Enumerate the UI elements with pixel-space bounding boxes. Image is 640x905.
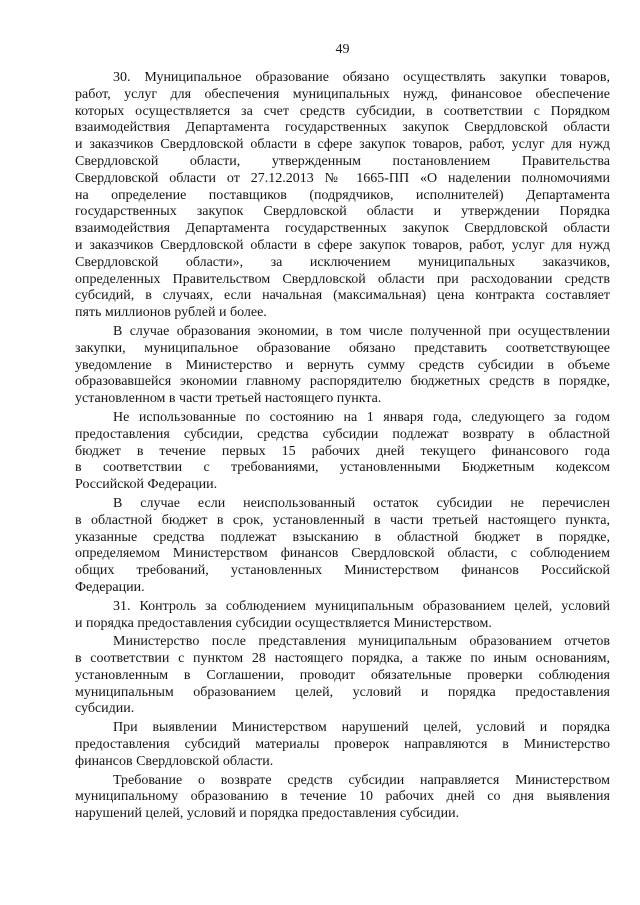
text-line: в областной бюджет в срок, установленный в части третьей настоящего пункта, <box>75 512 610 528</box>
paragraph <box>75 599 610 633</box>
text-line: Свердловской области от 27.12.2013 № 1665-ПП «О наделении полномочиями <box>75 170 610 186</box>
paragraph <box>75 496 610 597</box>
text-line: 30. Муниципальное образование обязано осуществлять закупки товаров, <box>113 70 610 85</box>
text-line: нарушений целей, условий и порядка предоставления субсидии. <box>75 806 460 822</box>
text-line: пять миллионов рублей и более. <box>75 305 267 321</box>
text-line: Не использованные по состоянию на 1 января года, следующего за годом <box>113 409 610 425</box>
text-line: Требование о возврате средств субсидии направляется Министерством <box>113 772 610 788</box>
text-line: В случае образования экономии, в том числе полученной при осуществлении <box>113 323 610 339</box>
text-line: указанные средства подлежат взысканию в областной бюджет в порядке, <box>75 529 610 545</box>
text-line: определяемом Министерством финансов Свердловской области, с соблюдением <box>75 546 610 562</box>
text-line: в соответствии с пунктом 28 настоящего порядка, а также по иным основаниям, <box>75 651 610 667</box>
paragraph <box>75 773 610 823</box>
text-line: взаимодействия Департамента государственных закупок Свердловской области <box>75 120 610 136</box>
text-line: бюджет в течение первых 15 рабочих дней текущего финансового года <box>75 443 610 459</box>
text-line: и порядка предоставления субсидии осуществляется Министерством. <box>75 615 492 631</box>
page-number: 49 <box>335 42 350 57</box>
text-line: предоставления субсидии, средства субсидии подлежат возврату в областной <box>75 426 610 442</box>
text-line: и заказчиков Свердловской области в сфере закупок товаров, работ, услуг для нужд <box>75 237 610 253</box>
text-line: муниципальному образованию в течение 10 рабочих дней со дня выявления <box>75 789 610 805</box>
text-line: закупки, муниципальное образование обязано представить соответствующее <box>75 340 610 356</box>
text-line: Министерство после представления муниципальным образованием отчетов <box>113 634 610 650</box>
text-line: В случае если неиспользованный остаток субсидии не перечислен <box>113 495 610 511</box>
text-line: на определение поставщиков (подрядчиков, исполнителей) Департамента <box>75 187 610 203</box>
paragraph <box>75 410 610 494</box>
document-body <box>75 70 610 823</box>
text-line: в соответствии с требованиями, установленными Бюджетным кодексом <box>75 460 610 476</box>
text-line: определенных Правительством Свердловской области при расходовании средств <box>75 271 610 287</box>
text-line: установленным в Соглашении, проводит обязательные проверки соблюдения <box>75 667 610 683</box>
text-line: субсидии. <box>75 701 135 717</box>
paragraph <box>75 634 610 718</box>
text-line: Российской Федерации. <box>75 477 218 493</box>
text-line: предоставления субсидий материалы проверок направляются в Министерство <box>75 737 610 753</box>
paragraph <box>75 324 610 408</box>
text-line: и заказчиков Свердловской области в сфере закупок товаров, работ, услуг для нужд <box>75 137 610 153</box>
text-line: Свердловской области», за исключением муниципальных заказчиков, <box>75 254 610 270</box>
text-line: установленном в части третьей настоящего пункта. <box>75 391 382 407</box>
text-line: образовавшейся экономии главному распорядителю бюджетных средств в порядке, <box>75 374 610 390</box>
paragraph <box>75 70 610 322</box>
text-line: Федерации. <box>75 579 145 595</box>
paragraph <box>75 720 610 770</box>
text-line: финансов Свердловской области. <box>75 753 274 769</box>
text-line: которых осуществляется за счет средств субсидии, в соответствии с Порядком <box>75 103 610 119</box>
text-line: государственных закупок Свердловской области и утверждении Порядка <box>75 204 610 220</box>
text-line: 31. Контроль за соблюдением муниципальным образованием целей, условий <box>113 598 610 614</box>
text-line: работ, услуг для обеспечения муниципальных нужд, финансовое обеспечение <box>75 86 610 102</box>
text-line: При выявлении Министерством нарушений целей, условий и порядка <box>113 720 610 736</box>
text-line: общих требований, установленных Министерством финансов Российской <box>75 563 610 579</box>
text-line: взаимодействия Департамента государственных закупок Свердловской области <box>75 221 610 237</box>
text-line: Свердловской области, утвержденным постановлением Правительства <box>75 153 610 169</box>
text-line: муниципальным образованием целей, условий и порядка предоставления <box>75 684 610 700</box>
text-line: субсидий, в случаях, если начальная (максимальная) цена контракта составляет <box>75 288 610 304</box>
text-line: уведомление в Министерство и вернуть сумму средств субсидии в объеме <box>75 357 610 373</box>
